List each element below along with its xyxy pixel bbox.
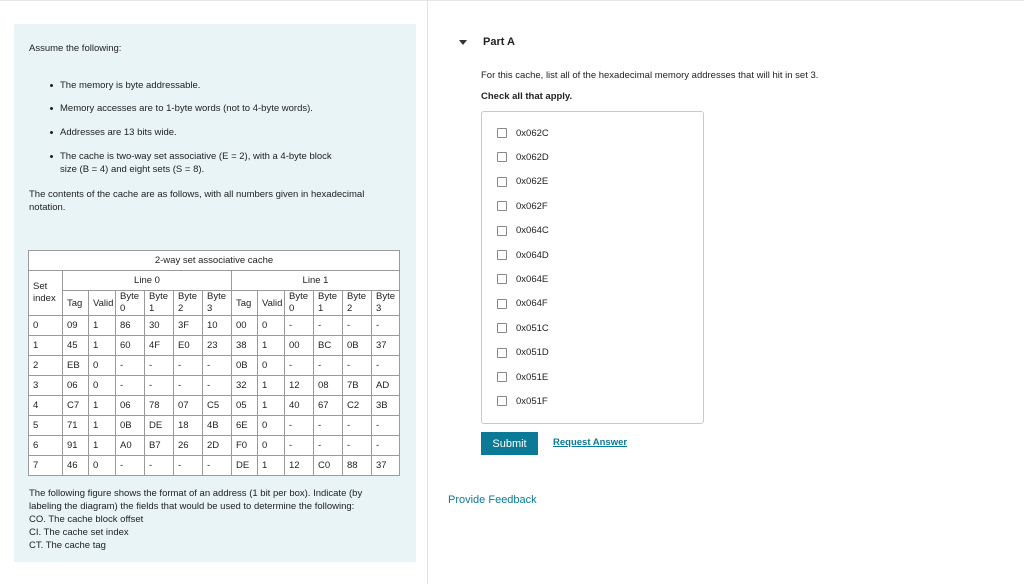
table-cell: - xyxy=(314,316,343,336)
tag-header: Tag xyxy=(63,291,89,316)
bullet-item: The memory is byte addressable. xyxy=(60,80,201,91)
option-checkbox[interactable] xyxy=(497,274,507,284)
table-cell: 1 xyxy=(89,316,116,336)
table-cell: - xyxy=(203,356,232,376)
table-cell: 1 xyxy=(89,436,116,456)
table-cell: 26 xyxy=(174,436,203,456)
table-row xyxy=(29,416,400,436)
table-cell: 00 xyxy=(285,336,314,356)
table-cell: 1 xyxy=(258,336,285,356)
table-cell: - xyxy=(116,376,145,396)
table-cell: 88 xyxy=(343,456,372,476)
option-item[interactable] xyxy=(497,199,548,213)
table-cell: 0B xyxy=(116,416,145,436)
table-cell: C7 xyxy=(63,396,89,416)
figure-text: labeling the diagram) the fields that would be used to determine the following: xyxy=(29,501,355,512)
option-checkbox[interactable] xyxy=(497,372,507,382)
figure-text: The following figure shows the format of an address (1 bit per box). Indicate (by xyxy=(29,488,363,499)
option-item[interactable] xyxy=(497,248,549,262)
table-cell: - xyxy=(203,456,232,476)
bullet-dot xyxy=(50,131,53,134)
option-checkbox[interactable] xyxy=(497,128,507,138)
table-cell: - xyxy=(343,316,372,336)
byte0-header: Byte 0 xyxy=(285,291,314,316)
option-checkbox[interactable] xyxy=(497,201,507,211)
option-checkbox[interactable] xyxy=(497,323,507,333)
table-cell: 0B xyxy=(343,336,372,356)
table-cell: - xyxy=(314,356,343,376)
table-cell: - xyxy=(343,436,372,456)
instruction-text: Check all that apply. xyxy=(481,91,573,102)
option-checkbox[interactable] xyxy=(497,299,507,309)
table-cell: 37 xyxy=(372,336,400,356)
table-cell: C0 xyxy=(314,456,343,476)
option-checkbox[interactable] xyxy=(497,250,507,260)
bullet-item-continuation: size (B = 4) and eight sets (S = 8). xyxy=(60,164,205,175)
table-cell: 6E xyxy=(232,416,258,436)
table-cell: E0 xyxy=(174,336,203,356)
ct-definition: CT. The cache tag xyxy=(29,540,106,551)
problem-statement-panel xyxy=(14,24,416,562)
table-cell: 0B xyxy=(232,356,258,376)
set-index-cell: 5 xyxy=(29,416,63,436)
table-cell: DE xyxy=(145,416,174,436)
option-label: 0x064E xyxy=(516,273,549,285)
table-cell: 00 xyxy=(232,316,258,336)
table-cell: 3F xyxy=(174,316,203,336)
set-index-header xyxy=(29,271,63,316)
table-cell: - xyxy=(285,436,314,456)
table-cell: EB xyxy=(63,356,89,376)
contents-text: The contents of the cache are as follows, with all numbers given in hexadecimal xyxy=(29,189,365,200)
bullet-item: The cache is two-way set associative (E = 2), with a 4-byte block xyxy=(60,151,332,162)
co-definition: CO. The cache block offset xyxy=(29,514,144,525)
option-item[interactable] xyxy=(497,394,548,408)
table-cell: - xyxy=(372,356,400,376)
table-row xyxy=(29,376,400,396)
byte3-header: Byte 3 xyxy=(203,291,232,316)
option-label: 0x064F xyxy=(516,298,548,310)
table-cell: 1 xyxy=(89,416,116,436)
option-label: 0x062D xyxy=(516,151,549,163)
table-cell: 1 xyxy=(89,396,116,416)
table-cell: 08 xyxy=(314,376,343,396)
bullet-item: Addresses are 13 bits wide. xyxy=(60,127,177,138)
table-cell: - xyxy=(343,416,372,436)
table-cell: 40 xyxy=(285,396,314,416)
header-set: Set xyxy=(33,281,48,292)
option-checkbox[interactable] xyxy=(497,152,507,162)
option-item[interactable] xyxy=(497,321,549,335)
table-cell: 23 xyxy=(203,336,232,356)
byte3-header: Byte 3 xyxy=(372,291,400,316)
table-cell: 38 xyxy=(232,336,258,356)
table-cell: 0 xyxy=(89,356,116,376)
table-cell: 32 xyxy=(232,376,258,396)
table-cell: 7B xyxy=(343,376,372,396)
table-cell: 91 xyxy=(63,436,89,456)
table-cell: - xyxy=(372,416,400,436)
table-cell: 0 xyxy=(89,456,116,476)
option-checkbox[interactable] xyxy=(497,396,507,406)
table-cell: B7 xyxy=(145,436,174,456)
table-cell: BC xyxy=(314,336,343,356)
table-cell: 06 xyxy=(116,396,145,416)
table-caption: 2-way set associative cache xyxy=(29,251,400,271)
option-label: 0x064C xyxy=(516,225,549,237)
bullet-dot xyxy=(50,107,53,110)
table-cell: - xyxy=(145,376,174,396)
table-row xyxy=(29,456,400,476)
table-cell: 2D xyxy=(203,436,232,456)
valid-header: Valid xyxy=(258,291,285,316)
set-index-cell: 6 xyxy=(29,436,63,456)
ci-definition: CI. The cache set index xyxy=(29,527,129,538)
table-cell: 60 xyxy=(116,336,145,356)
byte2-header: Byte 2 xyxy=(343,291,372,316)
table-row xyxy=(29,356,400,376)
tag-header: Tag xyxy=(232,291,258,316)
option-label: 0x064D xyxy=(516,249,549,261)
option-checkbox[interactable] xyxy=(497,177,507,187)
part-title[interactable]: Part A xyxy=(483,36,515,48)
set-index-cell: 2 xyxy=(29,356,63,376)
table-row xyxy=(29,336,400,356)
table-cell: - xyxy=(116,356,145,376)
table-cell: A0 xyxy=(116,436,145,456)
valid-header: Valid xyxy=(89,291,116,316)
table-row xyxy=(29,396,400,416)
line0-header: Line 0 xyxy=(63,271,232,291)
table-cell: 67 xyxy=(314,396,343,416)
set-index-cell: 1 xyxy=(29,336,63,356)
table-cell: 06 xyxy=(63,376,89,396)
table-cell: 12 xyxy=(285,376,314,396)
byte2-header: Byte 2 xyxy=(174,291,203,316)
option-label: 0x062E xyxy=(516,176,549,188)
table-cell: - xyxy=(314,436,343,456)
table-cell: DE xyxy=(232,456,258,476)
answer-options-box xyxy=(481,111,704,424)
bullet-dot xyxy=(50,84,53,87)
intro-text: Assume the following: xyxy=(29,43,122,54)
table-cell: 09 xyxy=(63,316,89,336)
table-cell: 12 xyxy=(285,456,314,476)
contents-text: notation. xyxy=(29,202,66,213)
option-item[interactable] xyxy=(497,370,548,384)
option-label: 0x051C xyxy=(516,322,549,334)
table-cell: - xyxy=(372,316,400,336)
table-cell: - xyxy=(116,456,145,476)
table-cell: 3B xyxy=(372,396,400,416)
option-checkbox[interactable] xyxy=(497,348,507,358)
table-cell: - xyxy=(174,376,203,396)
table-cell: - xyxy=(314,416,343,436)
table-cell: - xyxy=(174,456,203,476)
option-label: 0x051D xyxy=(516,347,549,359)
cache-table xyxy=(28,250,400,476)
table-cell: C5 xyxy=(203,396,232,416)
table-cell: 1 xyxy=(89,336,116,356)
table-cell: - xyxy=(145,456,174,476)
table-cell: 86 xyxy=(116,316,145,336)
line1-header: Line 1 xyxy=(232,271,400,291)
panel-divider xyxy=(427,0,428,584)
table-cell: 05 xyxy=(232,396,258,416)
collapse-caret-icon[interactable] xyxy=(459,40,467,45)
table-row xyxy=(29,316,400,336)
set-index-cell: 4 xyxy=(29,396,63,416)
table-cell: F0 xyxy=(232,436,258,456)
table-cell: - xyxy=(343,356,372,376)
table-cell: 37 xyxy=(372,456,400,476)
table-cell: 1 xyxy=(258,396,285,416)
table-cell: 0 xyxy=(89,376,116,396)
question-text: For this cache, list all of the hexadecimal memory addresses that will hit in set 3. xyxy=(481,70,819,81)
option-label: 0x062F xyxy=(516,200,548,212)
table-cell: 0 xyxy=(258,416,285,436)
option-item[interactable] xyxy=(497,126,549,140)
option-label: 0x051E xyxy=(516,371,549,383)
table-cell: 07 xyxy=(174,396,203,416)
option-checkbox[interactable] xyxy=(497,226,507,236)
option-item[interactable] xyxy=(497,175,548,189)
option-item[interactable] xyxy=(497,346,549,360)
table-cell: - xyxy=(145,356,174,376)
table-cell: - xyxy=(285,356,314,376)
bullet-dot xyxy=(50,155,53,158)
table-cell: 0 xyxy=(258,436,285,456)
table-cell: - xyxy=(285,416,314,436)
option-item[interactable] xyxy=(497,297,548,311)
top-border xyxy=(0,0,1024,1)
option-label: 0x051F xyxy=(516,395,548,407)
option-item[interactable] xyxy=(497,272,548,286)
table-cell: AD xyxy=(372,376,400,396)
table-cell: 71 xyxy=(63,416,89,436)
table-cell: 10 xyxy=(203,316,232,336)
set-index-cell: 7 xyxy=(29,456,63,476)
option-item[interactable] xyxy=(497,224,549,238)
submit-button[interactable]: Submit xyxy=(481,432,538,455)
option-label: 0x062C xyxy=(516,127,549,139)
table-cell: 1 xyxy=(258,376,285,396)
table-cell: 4F xyxy=(145,336,174,356)
table-cell: - xyxy=(372,436,400,456)
request-answer-link[interactable]: Request Answer xyxy=(553,437,628,448)
header-index: index xyxy=(33,293,56,304)
table-cell: - xyxy=(285,316,314,336)
provide-feedback-link[interactable]: Provide Feedback xyxy=(448,494,537,506)
table-cell: 78 xyxy=(145,396,174,416)
option-item[interactable] xyxy=(497,150,549,164)
table-cell: 18 xyxy=(174,416,203,436)
byte1-header: Byte 1 xyxy=(314,291,343,316)
table-cell: - xyxy=(174,356,203,376)
byte1-header: Byte 1 xyxy=(145,291,174,316)
byte0-header: Byte 0 xyxy=(116,291,145,316)
set-index-cell: 3 xyxy=(29,376,63,396)
table-cell: C2 xyxy=(343,396,372,416)
table-cell: 30 xyxy=(145,316,174,336)
table-cell: - xyxy=(203,376,232,396)
table-cell: 4B xyxy=(203,416,232,436)
set-index-cell: 0 xyxy=(29,316,63,336)
table-cell: 0 xyxy=(258,316,285,336)
bullet-item: Memory accesses are to 1-byte words (not to 4-byte words). xyxy=(60,103,313,114)
table-cell: 1 xyxy=(258,456,285,476)
table-cell: 45 xyxy=(63,336,89,356)
table-cell: 0 xyxy=(258,356,285,376)
table-cell: 46 xyxy=(63,456,89,476)
table-row xyxy=(29,436,400,456)
